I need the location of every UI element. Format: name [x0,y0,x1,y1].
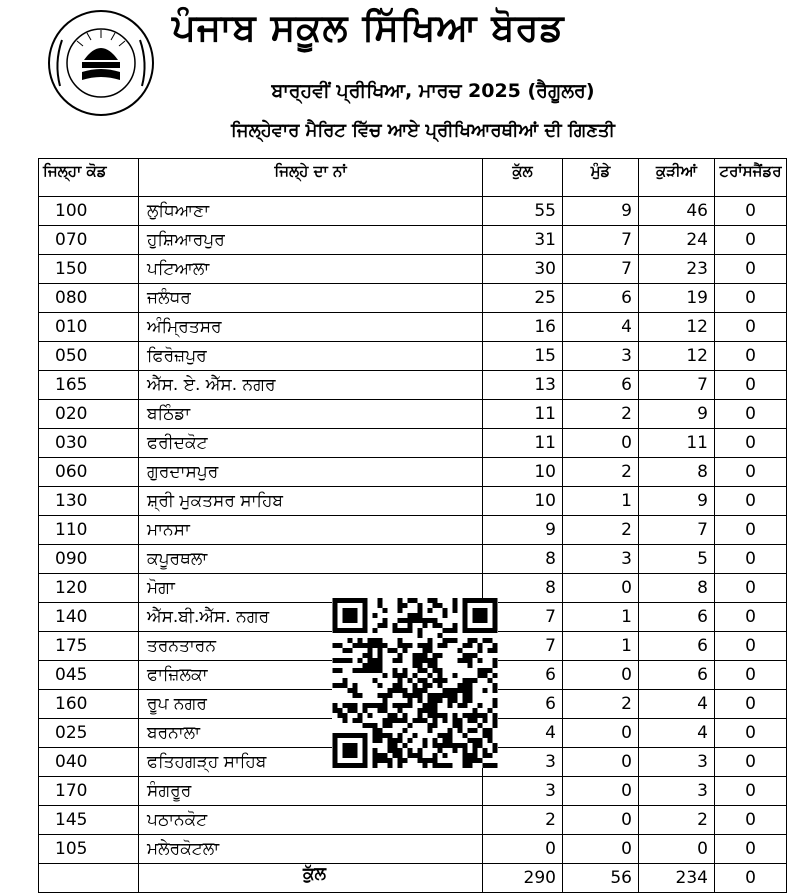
cell-transgender: 0 [715,632,787,661]
cell-boys: 0 [563,661,639,690]
cell-total: 2 [483,806,563,835]
cell-boys: 2 [563,516,639,545]
cell-transgender: 0 [715,835,787,864]
cell-girls: 5 [639,545,715,574]
totals-transgender: 0 [715,864,787,893]
cell-total: 3 [483,777,563,806]
col-transgender: ਟਰਾਂਸਜੈਂਡਰ [715,159,787,197]
cell-transgender: 0 [715,574,787,603]
exam-subtitle: ਬਾਰ੍ਹਵੀਂ ਪ੍ਰੀਖਿਆ, ਮਾਰਚ 2025 (ਰੈਗੂਲਰ) [271,80,595,102]
cell-girls: 6 [639,661,715,690]
table-row [39,516,787,545]
table-row [39,342,787,371]
cell-total: 55 [483,197,563,226]
cell-district-name: ਫਾਜ਼ਿਲਕਾ [139,661,483,690]
cell-boys: 3 [563,342,639,371]
cell-transgender: 0 [715,748,787,777]
cell-district-name: ਮਾਨਸਾ [139,516,483,545]
cell-girls: 6 [639,603,715,632]
cell-district-name: ਜਲੰਧਰ [139,284,483,313]
cell-transgender: 0 [715,226,787,255]
totals-girls: 234 [639,864,715,893]
cell-transgender: 0 [715,719,787,748]
col-district-name: ਜਿਲ੍ਹੇ ਦਾ ਨਾਂ [139,159,483,197]
cell-total: 25 [483,284,563,313]
cell-district-code: 120 [39,574,139,603]
cell-transgender: 0 [715,661,787,690]
cell-total: 13 [483,371,563,400]
cell-girls: 6 [639,632,715,661]
cell-total: 9 [483,516,563,545]
cell-transgender: 0 [715,342,787,371]
table-row [39,545,787,574]
cell-total: 16 [483,313,563,342]
cell-boys: 9 [563,197,639,226]
cell-boys: 0 [563,748,639,777]
merit-table [38,158,787,893]
cell-total: 10 [483,487,563,516]
cell-boys: 2 [563,458,639,487]
cell-district-name: ਅੰਮ੍ਰਿਤਸਰ [139,313,483,342]
cell-district-name: ਰੂਪ ਨਗਰ [139,690,483,719]
cell-boys: 4 [563,313,639,342]
cell-girls: 9 [639,400,715,429]
cell-boys: 6 [563,284,639,313]
cell-district-name: ਫਤਿਹਗੜ੍ਹ ਸਾਹਿਬ [139,748,483,777]
cell-district-code: 045 [39,661,139,690]
cell-district-name: ਬਠਿੰਡਾ [139,400,483,429]
cell-district-name: ਲੁਧਿਆਣਾ [139,197,483,226]
cell-district-code: 160 [39,690,139,719]
cell-district-name: ਮਲੇਰਕੋਟਲਾ [139,835,483,864]
cell-girls: 2 [639,806,715,835]
cell-transgender: 0 [715,458,787,487]
cell-total: 8 [483,574,563,603]
cell-boys: 2 [563,690,639,719]
cell-total: 8 [483,545,563,574]
cell-boys: 0 [563,429,639,458]
cell-district-code: 090 [39,545,139,574]
cell-district-name: ਮੋਗਾ [139,574,483,603]
cell-girls: 8 [639,458,715,487]
totals-total: 290 [483,864,563,893]
cell-district-name: ਸ਼੍ਰੀ ਮੁਕਤਸਰ ਸਾਹਿਬ [139,487,483,516]
cell-transgender: 0 [715,400,787,429]
cell-transgender: 0 [715,545,787,574]
cell-district-name: ਐੱਸ. ਏ. ਐੱਸ. ਨਗਰ [139,371,483,400]
cell-boys: 1 [563,603,639,632]
cell-girls: 4 [639,719,715,748]
cell-boys: 2 [563,400,639,429]
cell-transgender: 0 [715,690,787,719]
cell-boys: 0 [563,777,639,806]
cell-transgender: 0 [715,255,787,284]
cell-boys: 6 [563,371,639,400]
totals-code-cell [39,864,139,893]
table-row [39,777,787,806]
cell-girls: 8 [639,574,715,603]
cell-district-code: 060 [39,458,139,487]
cell-district-code: 010 [39,313,139,342]
cell-district-name: ਪਟਿਆਲਾ [139,255,483,284]
cell-boys: 0 [563,574,639,603]
cell-total: 6 [483,661,563,690]
cell-district-code: 070 [39,226,139,255]
cell-district-code: 080 [39,284,139,313]
cell-district-name: ਗੁਰਦਾਸਪੁਰ [139,458,483,487]
cell-girls: 9 [639,487,715,516]
cell-district-code: 130 [39,487,139,516]
cell-district-name: ਐੱਸ.ਬੀ.ਐੱਸ. ਨਗਰ [139,603,483,632]
table-row [39,400,787,429]
cell-transgender: 0 [715,284,787,313]
cell-boys: 0 [563,835,639,864]
cell-district-code: 105 [39,835,139,864]
cell-district-code: 030 [39,429,139,458]
cell-district-name: ਫਿਰੋਜ਼ਪੁਰ [139,342,483,371]
cell-girls: 3 [639,777,715,806]
table-row [39,835,787,864]
cell-total: 0 [483,835,563,864]
table-header-row [39,159,787,197]
cell-transgender: 0 [715,603,787,632]
table-row [39,197,787,226]
cell-total: 7 [483,603,563,632]
cell-district-name: ਸੰਗਰੂਰ [139,777,483,806]
cell-district-code: 100 [39,197,139,226]
cell-transgender: 0 [715,516,787,545]
cell-girls: 0 [639,835,715,864]
cell-district-code: 175 [39,632,139,661]
cell-girls: 19 [639,284,715,313]
cell-girls: 46 [639,197,715,226]
cell-district-code: 050 [39,342,139,371]
cell-district-code: 165 [39,371,139,400]
table-row [39,429,787,458]
table-row [39,284,787,313]
cell-district-code: 040 [39,748,139,777]
cell-boys: 0 [563,806,639,835]
cell-girls: 24 [639,226,715,255]
cell-district-name: ਹੁਸ਼ਿਆਰਪੁਰ [139,226,483,255]
cell-girls: 11 [639,429,715,458]
cell-boys: 3 [563,545,639,574]
table-row [39,458,787,487]
cell-total: 6 [483,690,563,719]
cell-district-code: 025 [39,719,139,748]
cell-girls: 12 [639,313,715,342]
cell-girls: 7 [639,371,715,400]
cell-boys: 1 [563,632,639,661]
table-row [39,487,787,516]
cell-total: 15 [483,342,563,371]
totals-boys: 56 [563,864,639,893]
cell-boys: 7 [563,255,639,284]
cell-district-code: 110 [39,516,139,545]
cell-total: 7 [483,632,563,661]
cell-total: 31 [483,226,563,255]
cell-district-name: ਫਰੀਦਕੋਟ [139,429,483,458]
table-row [39,255,787,284]
cell-girls: 23 [639,255,715,284]
report-heading: ਜਿਲ੍ਹੇਵਾਰ ਮੈਰਿਟ ਵਿੱਚ ਆਏ ਪ੍ਰੀਖਿਆਰਥੀਆਂ ਦੀ ਗਿਣਤੀ [231,120,615,141]
board-title: ਪੰਜਾਬ ਸਕੂਲ ਸਿੱਖਿਆ ਬੋਰਡ [172,6,565,49]
cell-total: 4 [483,719,563,748]
cell-district-code: 020 [39,400,139,429]
cell-girls: 12 [639,342,715,371]
cell-transgender: 0 [715,806,787,835]
cell-transgender: 0 [715,371,787,400]
cell-girls: 7 [639,516,715,545]
cell-girls: 4 [639,690,715,719]
cell-boys: 1 [563,487,639,516]
cell-transgender: 0 [715,313,787,342]
cell-total: 30 [483,255,563,284]
cell-total: 11 [483,429,563,458]
col-total: ਕੁੱਲ [483,159,563,197]
cell-total: 11 [483,400,563,429]
cell-district-name: ਤਰਨਤਾਰਨ [139,632,483,661]
col-boys: ਮੁੰਡੇ [563,159,639,197]
cell-district-name: ਕਪੂਰਥਲਾ [139,545,483,574]
totals-label: ਕੁੱਲ [139,864,483,893]
cell-boys: 7 [563,226,639,255]
cell-transgender: 0 [715,487,787,516]
cell-transgender: 0 [715,777,787,806]
cell-district-name: ਪਠਾਨਕੋਟ [139,806,483,835]
cell-girls: 3 [639,748,715,777]
table-row [39,226,787,255]
table-row [39,371,787,400]
table-row [39,313,787,342]
col-district-code: ਜਿਲ੍ਹਾ ਕੋਡ [39,159,139,197]
cell-total: 10 [483,458,563,487]
cell-district-code: 140 [39,603,139,632]
table-row [39,806,787,835]
cell-transgender: 0 [715,197,787,226]
cell-total: 3 [483,748,563,777]
cell-district-name: ਬਰਨਾਲਾ [139,719,483,748]
totals-row [39,864,787,893]
cell-district-code: 170 [39,777,139,806]
cell-district-code: 150 [39,255,139,284]
cell-boys: 0 [563,719,639,748]
cell-district-code: 145 [39,806,139,835]
qr-code [332,598,498,768]
col-girls: ਕੁੜੀਆਂ [639,159,715,197]
cell-transgender: 0 [715,429,787,458]
